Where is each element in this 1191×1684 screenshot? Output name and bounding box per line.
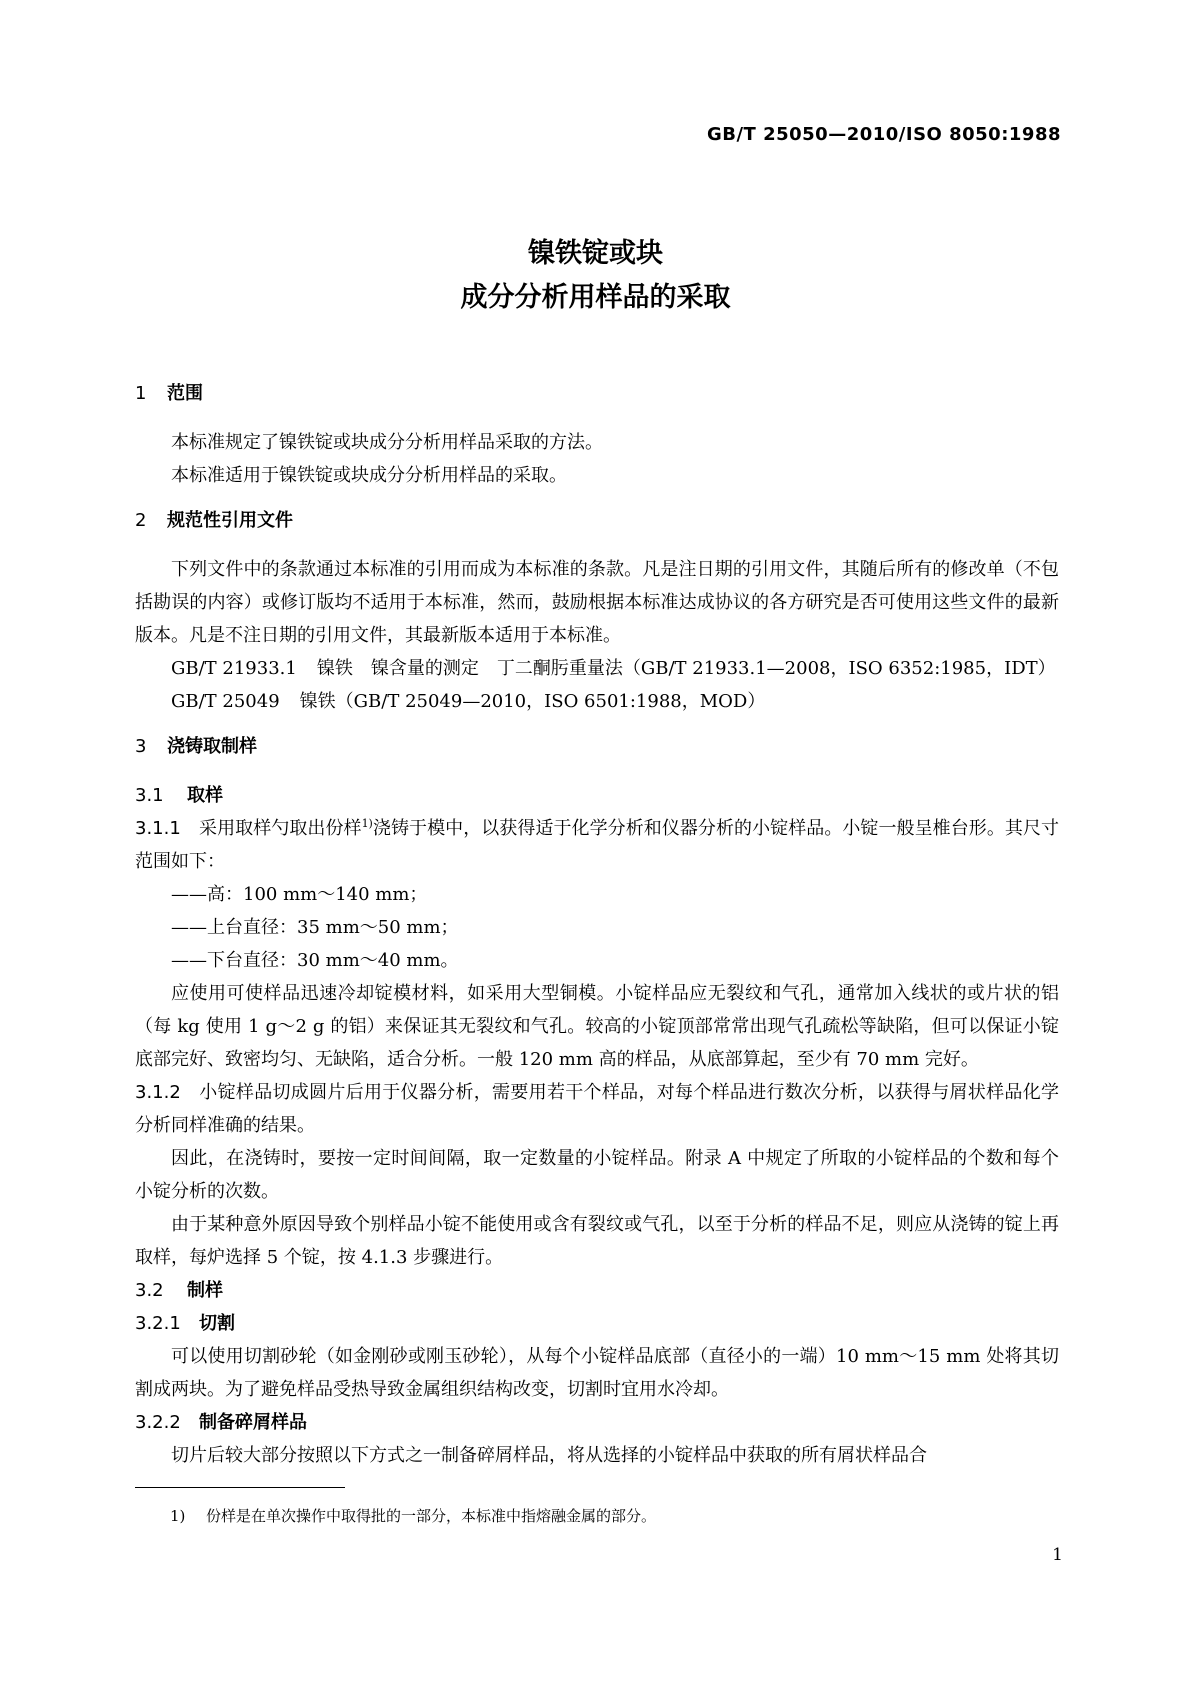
paragraph: 本标准规定了镍铁锭或块成分分析用样品采取的方法。: [171, 432, 603, 453]
footnote-text: 份样是在单次操作中取得批的一部分，本标准中指熔融金属的部分。: [206, 1507, 657, 1525]
section-number: 3.2.1: [135, 1313, 181, 1334]
document-body: [135, 365, 1059, 1472]
page-number: 1: [1052, 1545, 1063, 1565]
paragraph: 下列文件中的条款通过本标准的引用而成为本标准的条款。凡是注日期的引用文件，其随后所有的修改单（不包括勘误的内容）或修订版均不适用于本标准，然而，鼓励根据本标准达成协议的各方研究是否可使用这些文件的最新版本。凡是不注日期的引用文件，其最新版本适用于本标准。: [135, 559, 1059, 646]
section-title: 范围: [167, 383, 203, 404]
section-number: 3.2: [135, 1280, 164, 1301]
section-number: 3: [135, 736, 147, 757]
footnote-number: 1): [170, 1507, 186, 1525]
normative-reference: [135, 652, 1059, 685]
clause-text: 浇铸于模中，以获得适于化学分析和仪器分析的小锭样品。小锭一般呈椎台形。其尺寸范围如下：: [135, 818, 1059, 872]
section-3-2-1-heading: [135, 1307, 1059, 1340]
section-2-heading: [135, 504, 1059, 537]
section-title: 切割: [199, 1313, 235, 1334]
paragraph: 可以使用切割砂轮（如金刚砂或刚玉砂轮），从每个小锭样品底部（直径小的一端）10 mm～15 mm 处将其切割成两块。为了避免样品受热导致金属组织结构改变，切割时宜用水冷却。: [135, 1346, 1059, 1400]
paragraph: 由于某种意外原因导致个别样品小锭不能使用或含有裂纹或气孔，以至于分析的样品不足，则应从浇铸的锭上再取样，每炉选择 5 个锭，按 4.1.3 步骤进行。: [135, 1214, 1059, 1268]
section-3-1-heading: [135, 779, 1059, 812]
section-number: 3.1: [135, 785, 164, 806]
reference-title: 镍铁 镍含量的测定 丁二酮肟重量法（GB/T 21933.1—2008，ISO 6352:1985，IDT）: [316, 658, 1056, 679]
clause-number: 3.1.1: [135, 818, 181, 839]
section-number: 2: [135, 510, 147, 531]
dash-item: ——高：100 mm～140 mm；: [171, 884, 428, 905]
section-title: 制样: [187, 1280, 223, 1301]
section-title: 浇铸取制样: [167, 736, 257, 757]
paragraph: 切片后较大部分按照以下方式之一制备碎屑样品，将从选择的小锭样品中获取的所有屑状样品合: [171, 1445, 927, 1466]
reference-code: GB/T 25049: [171, 691, 280, 712]
footnote-marker: 1): [361, 817, 373, 830]
section-title: 制备碎屑样品: [199, 1412, 307, 1433]
standard-number: GB/T 25050—2010/ISO 8050:1988: [706, 124, 1061, 145]
section-3-2-heading: [135, 1274, 1059, 1307]
clause-number: 3.1.2: [135, 1082, 181, 1103]
reference-title: 镍铁（GB/T 25049—2010，ISO 6501:1988，MOD）: [299, 691, 766, 712]
section-number: 1: [135, 383, 147, 404]
paragraph: 本标准适用于镍铁锭或块成分分析用样品的采取。: [171, 465, 567, 486]
clause-text: 小锭样品切成圆片后用于仪器分析，需要用若干个样品，对每个样品进行数次分析，以获得与屑状样品化学分析同样准确的结果。: [135, 1082, 1059, 1136]
reference-code: GB/T 21933.1: [171, 658, 297, 679]
footnote-divider: [135, 1487, 345, 1488]
title-line-1: 镍铁锭或块: [528, 238, 663, 269]
dash-item: ——上台直径：35 mm～50 mm；: [171, 917, 459, 938]
paragraph: 因此，在浇铸时，要按一定时间间隔，取一定数量的小锭样品。附录 A 中规定了所取的小锭样品的个数和每个小锭分析的次数。: [135, 1148, 1059, 1202]
section-title: 规范性引用文件: [167, 510, 293, 531]
section-1-heading: [135, 377, 1059, 410]
section-title: 取样: [187, 785, 223, 806]
clause-text: 采用取样勺取出份样: [199, 818, 362, 839]
normative-reference: [135, 685, 1059, 718]
section-3-2-2-heading: [135, 1406, 1059, 1439]
paragraph: 应使用可使样品迅速冷却锭模材料，如采用大型铜模。小锭样品应无裂纹和气孔，通常加入线状的或片状的铝（每 kg 使用 1 g～2 g 的铝）来保证其无裂纹和气孔。较高的小锭顶部常常出现气孔疏松等缺陷，但可以保证小锭底部完好、致密均匀、无缺陷，适合分析。一般 120 mm 高的样品，从底部算起，至少有 70 mm 完好。: [135, 983, 1059, 1070]
paragraph-3-1-1: [135, 812, 1059, 878]
section-number: 3.2.2: [135, 1412, 181, 1433]
dash-item: ——下台直径：30 mm～40 mm。: [171, 950, 459, 971]
paragraph-3-1-2: [135, 1076, 1059, 1142]
section-3-heading: [135, 730, 1059, 763]
title-line-2: 成分分析用样品的采取: [460, 282, 731, 313]
footnote: [170, 1505, 656, 1526]
